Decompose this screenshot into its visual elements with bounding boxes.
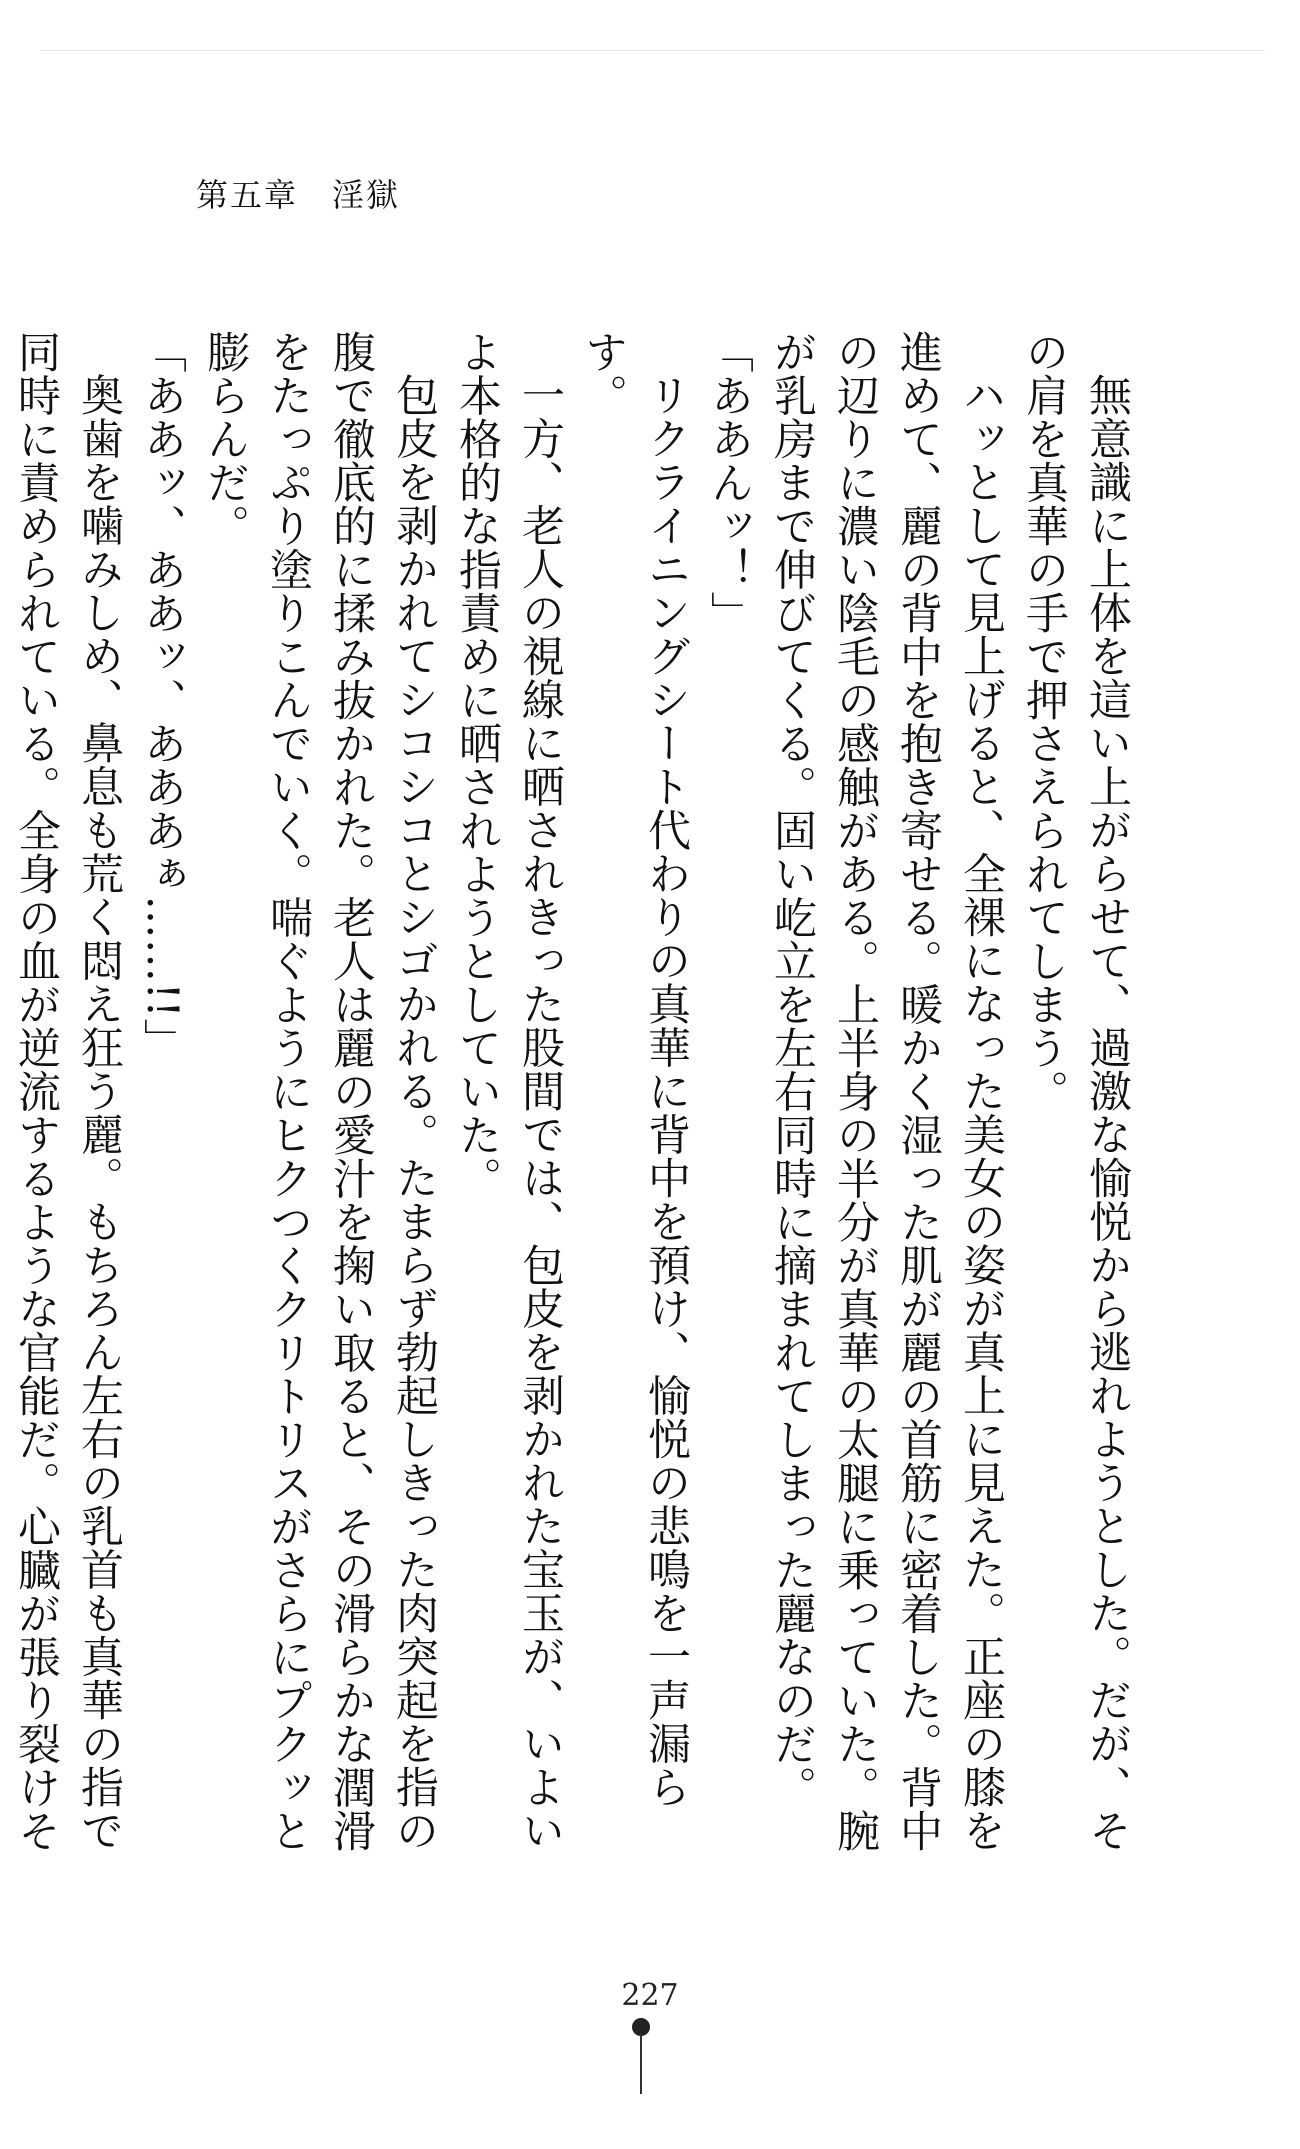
paragraph-2: ハッとして見上げると、全裸になった美女の姿が真上に見えた。正座の膝を進めて、麗の背中を抱き寄せる。暖かく湿った肌が麗の首筋に密着した。背中の辺りに濃い陰毛の感触がある。上半身の半分が真華の太腿に乗っていた。腕が乳房まで伸びてくる。固い屹立を左右同時に摘まれてしまった麗なのだ。 [767,330,1006,1853]
body-text-vertical [11,330,1138,1890]
paragraph-1: 無意識に上体を這い上がらせて、過激な愉悦から逃れようとした。だが、その肩を真華の手で押さえられてしまう。 [1019,330,1132,1852]
page-number: 227 [621,1978,679,2013]
page-marker-line [640,2034,642,2094]
page-top-rule [40,50,1265,51]
running-header-chapter-title: 第五章 淫獄 [196,176,401,214]
paragraph-4: 一方、老人の視線に晒されきった股間では、包皮を剥かれた宝玉が、いよいよ本格的な指責めに晒されようとしていた。 [452,330,565,1852]
paragraph-6: 奥歯を噛みしめ、鼻息も荒く悶え狂う麗。もちろん左右の乳首も真華の指で同時に責められている。全身の血が逆流するような官能だ。心臓が張り裂けそ [11,330,124,1853]
paragraph-3: リクライニングシート代わりの真華に背中を預け、愉悦の悲鳴を一声漏らす。 [578,330,691,1809]
dialogue-1: 「ああんッ！」 [704,330,754,635]
dialogue-2: 「ああッ、ああッ、あああぁ……!!」 [137,330,187,1062]
paragraph-5: 包皮を剥かれてシコシコとシゴかれる。たまらず勃起しきった肉突起を指の腹で徹底的に揉み抜かれた。老人は麗の愛汁を掬い取ると、その滑らかな潤滑をたっぷり塗りこんでいく。喘ぐようにヒクつくクリトリスがさらにプクッと膨らんだ。 [200,330,439,1853]
